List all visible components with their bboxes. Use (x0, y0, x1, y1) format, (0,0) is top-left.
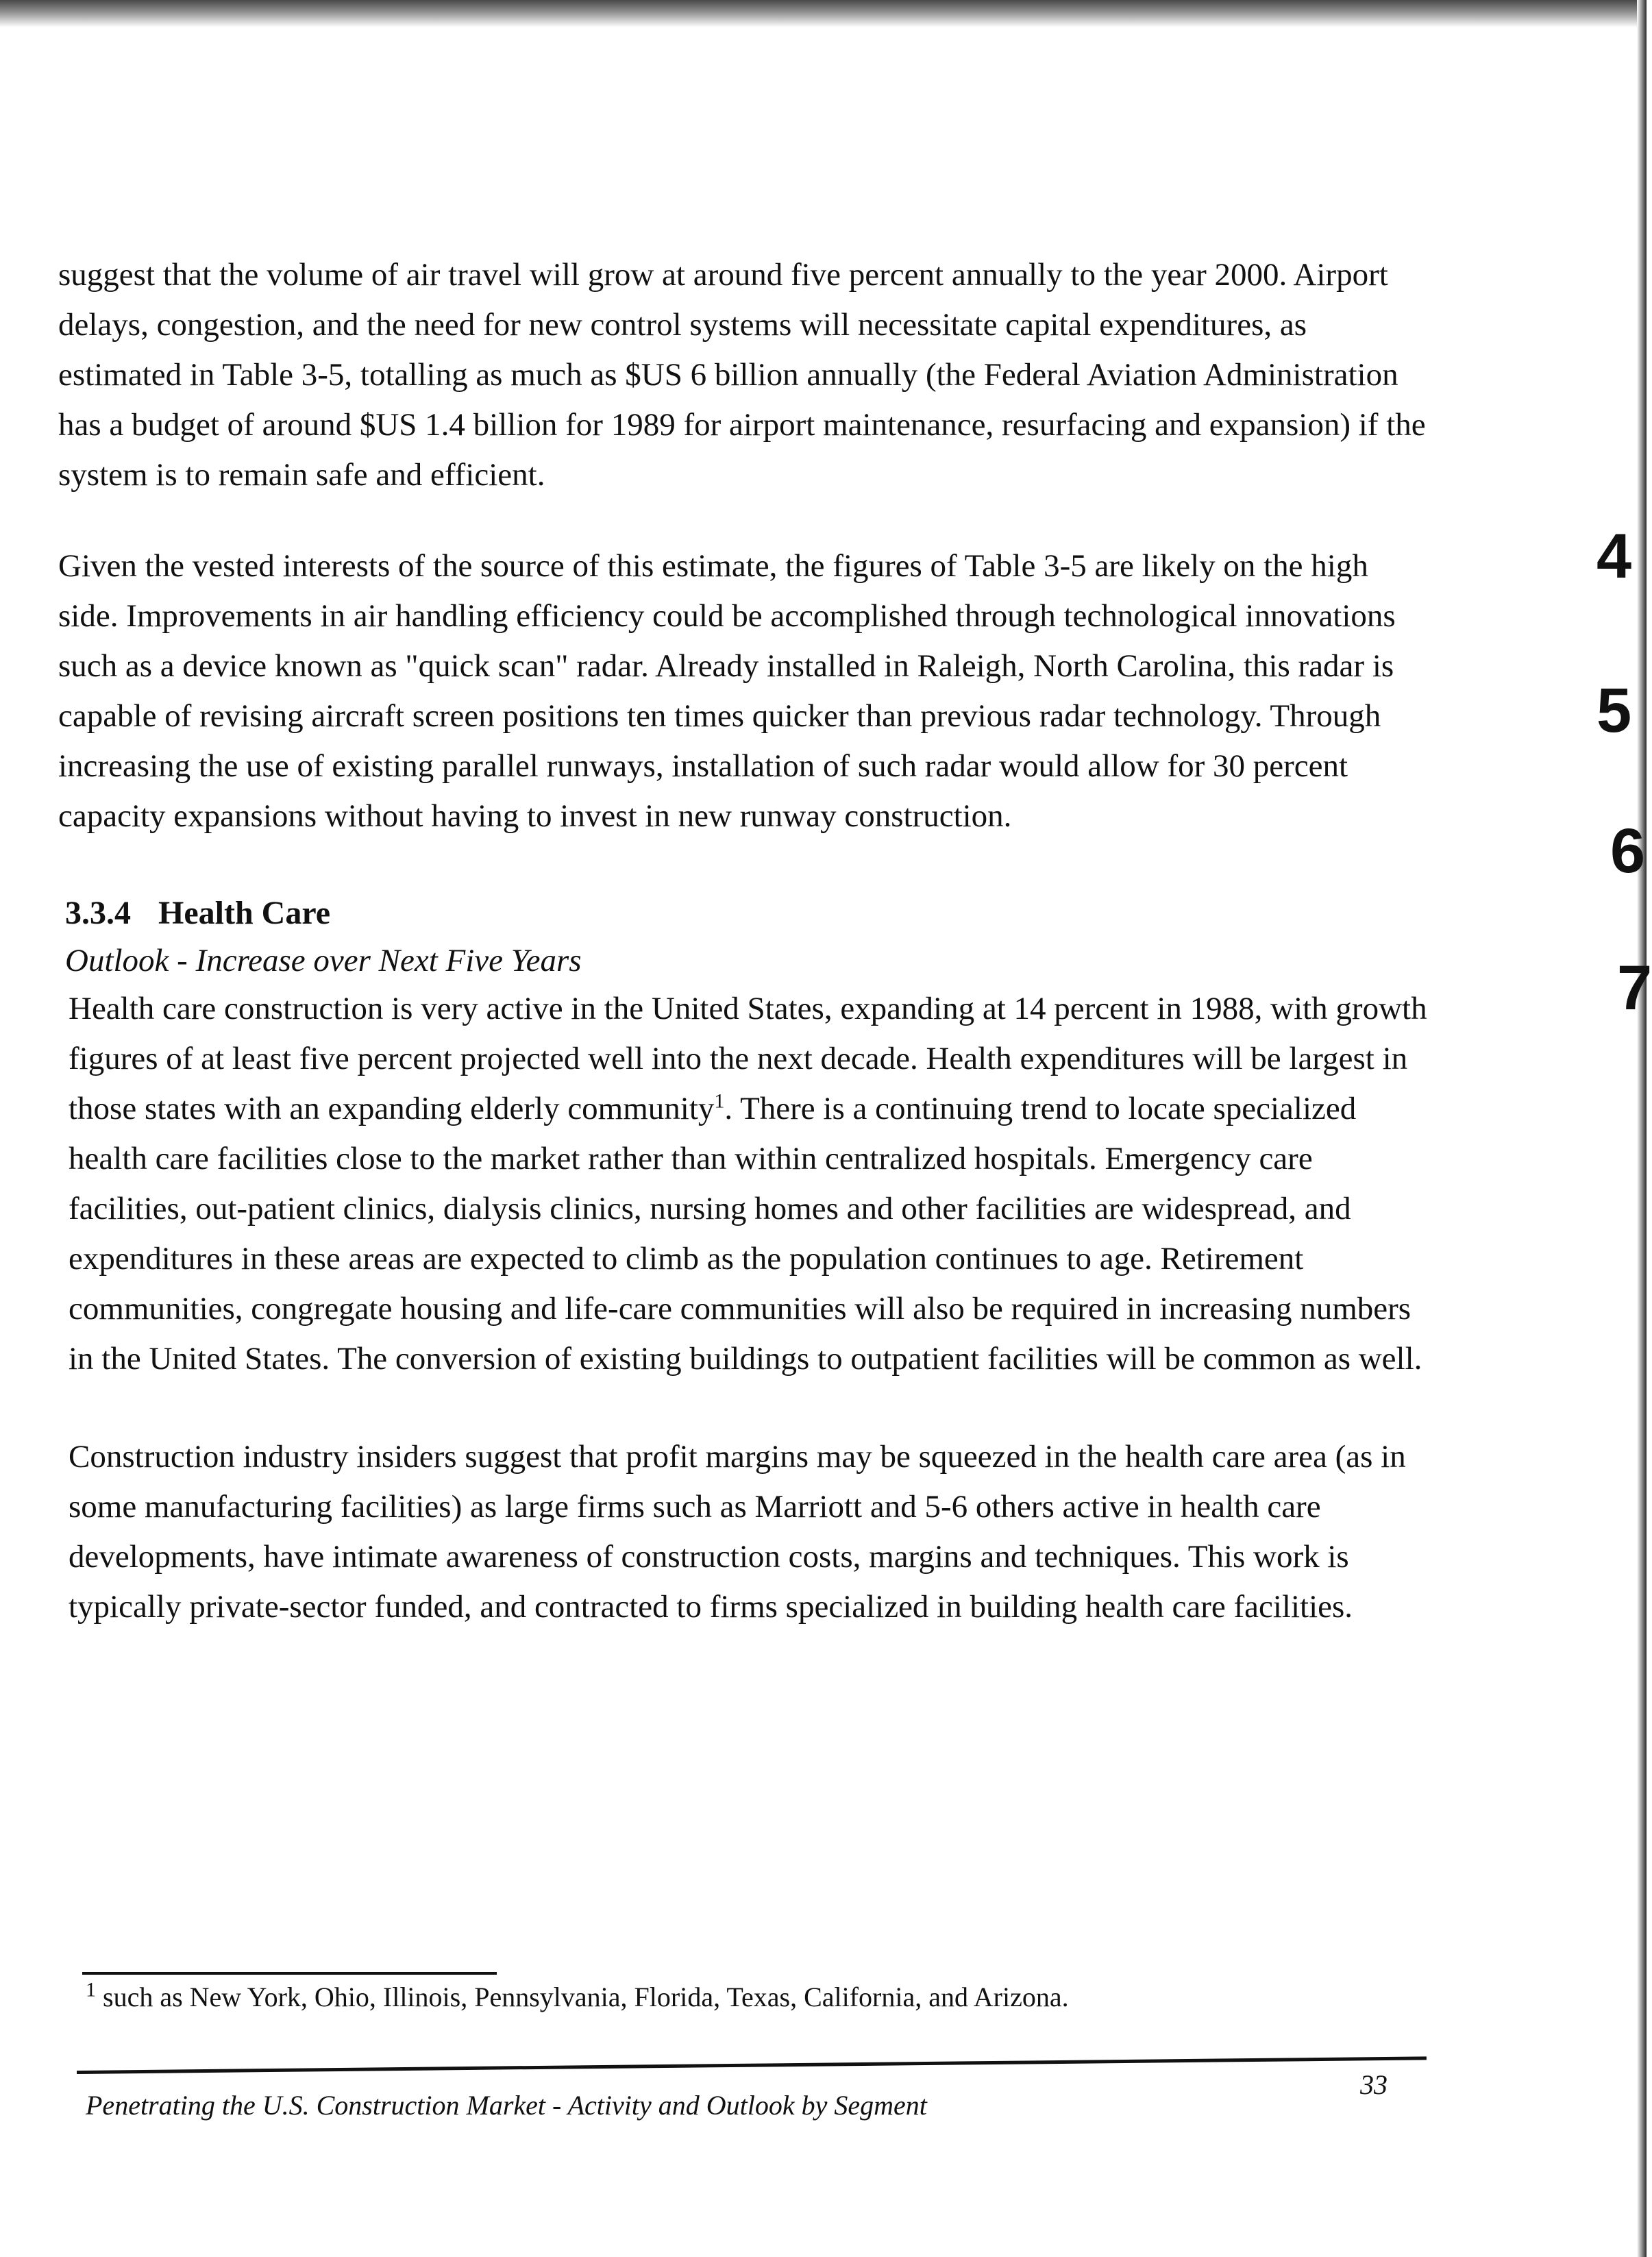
tab-mark: 6 (1610, 816, 1646, 886)
paragraph-radar: Given the vested interests of the source of this estimate, the figures of Table 3-5 are likely on the high side. Improvements in air handling efficiency could be accomplished through technological innovations such as a device known as "quick scan" radar. Already installed in Raleigh, North Carolina, this radar is capable of revising aircraft screen positions ten times quicker than previous radar technology. Through increasing the use of existing parallel runways, installation of such radar would allow for 30 percent capacity expansions without having to invest in new runway construction. (58, 548, 1396, 834)
footnote-marker: 1 (86, 1978, 96, 2001)
health-care-text-start: Health care construction is very active in the United States, expanding at 14 percent in 1988, with growth figures of at least five percent projected well into the next decade. Health expenditures will be largest in those states with an expanding elderly community (69, 991, 1427, 1126)
section-number: 3.3.4 (65, 895, 131, 931)
footnote (86, 1980, 1069, 2014)
paragraph-air-travel: suggest that the volume of air travel will grow at around five percent annually to the year 2000. Airport delays, congestion, and the need for new control systems will necessitate capital expenditures, as estimated in Table 3-5, totalling as much as $US 6 billion annually (the Federal Aviation Administration has a budget of around $US 1.4 billion for 1989 for airport maintenance, resurfacing and expansion) if the system is to remain safe and efficient. (58, 257, 1426, 493)
tab-mark: 4 (1596, 521, 1632, 591)
page-number: 33 (1360, 2069, 1388, 2100)
footer-title: Penetrating the U.S. Construction Market - Activity and Outlook by Segment (86, 2090, 927, 2121)
footnote-text: such as New York, Ohio, Illinois, Pennsylvania, Florida, Texas, California, and Arizona. (103, 1982, 1069, 2012)
footer-divider (77, 2056, 1427, 2074)
section-subtitle: Outlook - Increase over Next Five Years (65, 943, 582, 978)
footnote-divider (82, 1972, 497, 1975)
tab-mark: 7 (1617, 953, 1652, 1023)
paragraph-profit-margins: Construction industry insiders suggest that profit margins may be squeezed in the health care area (as in some manufacturing facilities) as large firms such as Marriott and 5-6 others active in health care developments, have intimate awareness of construction costs, margins and techniques. This work is typically private-sector funded, and contracted to firms specialized in building health care facilities. (69, 1439, 1406, 1625)
health-care-text-end: . There is a continuing trend to locate specialized health care facilities close to the market rather than within centralized hospitals. Emergency care facilities, out-patient clinics, dialysis clinics, nursing homes and other facilities are widespread, and expenditures in these areas are expected to climb as the population continues to age. Retirement communities, congregate housing and life-care communities will also be required in increasing numbers in the United States. The conversion of existing buildings to outpatient facilities will be common as well. (69, 1091, 1422, 1377)
section-title: Health Care (158, 895, 331, 931)
footnote-reference: 1 (714, 1089, 725, 1113)
paragraph-health-care (69, 984, 1429, 1384)
page-body (58, 250, 1429, 1680)
scan-edge-top (0, 0, 1647, 27)
tab-mark: 5 (1596, 676, 1632, 745)
section-heading (65, 889, 1429, 937)
scan-edge-right (1637, 0, 1647, 2257)
